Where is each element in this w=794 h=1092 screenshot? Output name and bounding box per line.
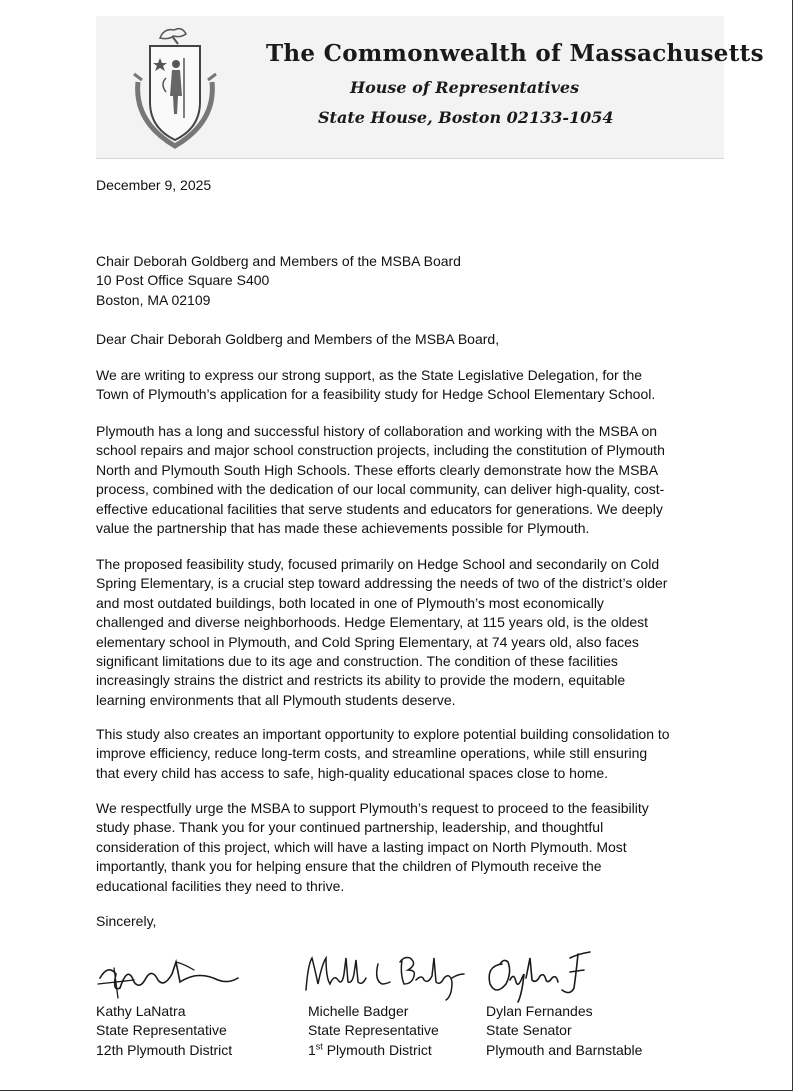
paragraph-line: learning environments that all Plymouth students deserve.: [96, 691, 456, 708]
recipient-line: 10 Post Office Square S400: [96, 272, 270, 289]
paragraph-line: importantly, thank you for helping ensure that the children of Plymouth receive the: [96, 858, 602, 875]
letterhead-subtitle: House of Representatives: [350, 78, 580, 97]
signer-district: Plymouth and Barnstable: [486, 1041, 643, 1058]
signer-block: [96, 1002, 232, 1060]
paragraph-line: value the partnership that has made these achievements possible for Plymouth.: [96, 520, 590, 537]
letterhead-title: The Commonwealth of Massachusetts: [266, 40, 764, 67]
signer-title: State Representative: [96, 1022, 227, 1039]
signer-district: 12th Plymouth District: [96, 1041, 233, 1058]
closing: Sincerely,: [96, 913, 157, 929]
district-ordinal-suffix: st: [315, 1041, 323, 1052]
recipient-line: Chair Deborah Goldberg and Members of the MSBA Board: [96, 253, 461, 269]
body-paragraph: [96, 555, 667, 710]
paragraph-line: consideration of this project, which will have a lasting impact on North Plymouth. Most: [96, 838, 627, 855]
recipient-line: Boston, MA 02109: [96, 291, 211, 308]
paragraph-line: process, combined with the dedication of our local community, can deliver high-quality, cost-: [96, 481, 665, 498]
body-paragraph: [96, 799, 649, 896]
paragraph-line: North and Plymouth South High Schools. These efforts clearly demonstrate how the MSBA: [96, 461, 659, 478]
signer-name: Kathy LaNatra: [96, 1003, 186, 1019]
paragraph-line: that every child has access to safe, high-quality educational spaces close to home.: [96, 764, 609, 781]
paragraph-line: Spring Elementary, is a crucial step toward addressing the needs of two of the district’s older: [96, 575, 668, 592]
paragraph-line: school repairs and major school construction projects, including the constitution of Plymouth: [96, 442, 665, 459]
paragraph-line: and most outdated buildings, both located in one of Plymouth’s most economically: [96, 594, 604, 611]
paragraph-line: significant limitations due to its age and construction. The condition of these facilities: [96, 653, 618, 670]
signer-name: Michelle Badger: [308, 1003, 409, 1019]
letterhead-address: State House, Boston 02133-1054: [318, 108, 614, 127]
paragraph-line: effective educational facilities that serve students and educators for generations. We deeply: [96, 500, 663, 517]
paragraph-line: educational facilities they need to thrive.: [96, 877, 345, 894]
district-rest: Plymouth District: [322, 1041, 432, 1058]
paragraph-line: improve efficiency, reduce long-term costs, and streamline operations, while still ensuring: [96, 745, 648, 762]
district-ordinal: 1: [308, 1041, 316, 1058]
signer-title: State Senator: [486, 1022, 572, 1039]
paragraph-line: study phase. Thank you for your continued partnership, leadership, and thoughtful: [96, 819, 604, 836]
signer-district: [308, 1041, 439, 1060]
signature-fernandes-icon: [482, 944, 602, 1004]
paragraph-line: Town of Plymouth’s application for a feasibility study for Hedge School Elementary School.: [96, 386, 656, 403]
signature-badger-icon: [300, 944, 470, 1004]
paragraph-line: increasingly strains the district and restricts its ability to provide the modern, equitable: [96, 672, 626, 689]
signer-name: Dylan Fernandes: [486, 1003, 593, 1019]
paragraph-line: elementary school in Plymouth, and Cold Spring Elementary, at 74 years old, also faces: [96, 633, 639, 650]
paragraph-line: This study also creates an important opportunity to explore potential building consolidation to: [96, 726, 670, 742]
letter-date: December 9, 2025: [96, 177, 212, 193]
salutation: Dear Chair Deborah Goldberg and Members of the MSBA Board,: [96, 331, 500, 347]
signature-lanatra-icon: [94, 944, 244, 1004]
signer-block: [486, 1002, 642, 1060]
body-paragraph: [96, 725, 670, 783]
paragraph-line: The proposed feasibility study, focused primarily on Hedge School and secondarily on Cold: [96, 556, 660, 572]
paragraph-line: We respectfully urge the MSBA to support Plymouth’s request to proceed to the feasibility: [96, 800, 649, 816]
body-paragraph: [96, 366, 655, 405]
letterhead: [96, 16, 764, 159]
signer-title: State Representative: [308, 1022, 439, 1039]
paragraph-line: We are writing to express our strong support, as the State Legislative Delegation, for the: [96, 367, 643, 383]
massachusetts-seal-icon: [130, 22, 220, 150]
body-paragraph: [96, 422, 665, 538]
signer-block: [308, 1002, 439, 1060]
recipient-address: [96, 252, 461, 310]
paragraph-line: Plymouth has a long and successful history of collaboration and working with the MSBA on: [96, 423, 658, 439]
paragraph-line: challenged and diverse neighborhoods. Hedge Elementary, at 115 years old, is the oldest: [96, 614, 649, 631]
